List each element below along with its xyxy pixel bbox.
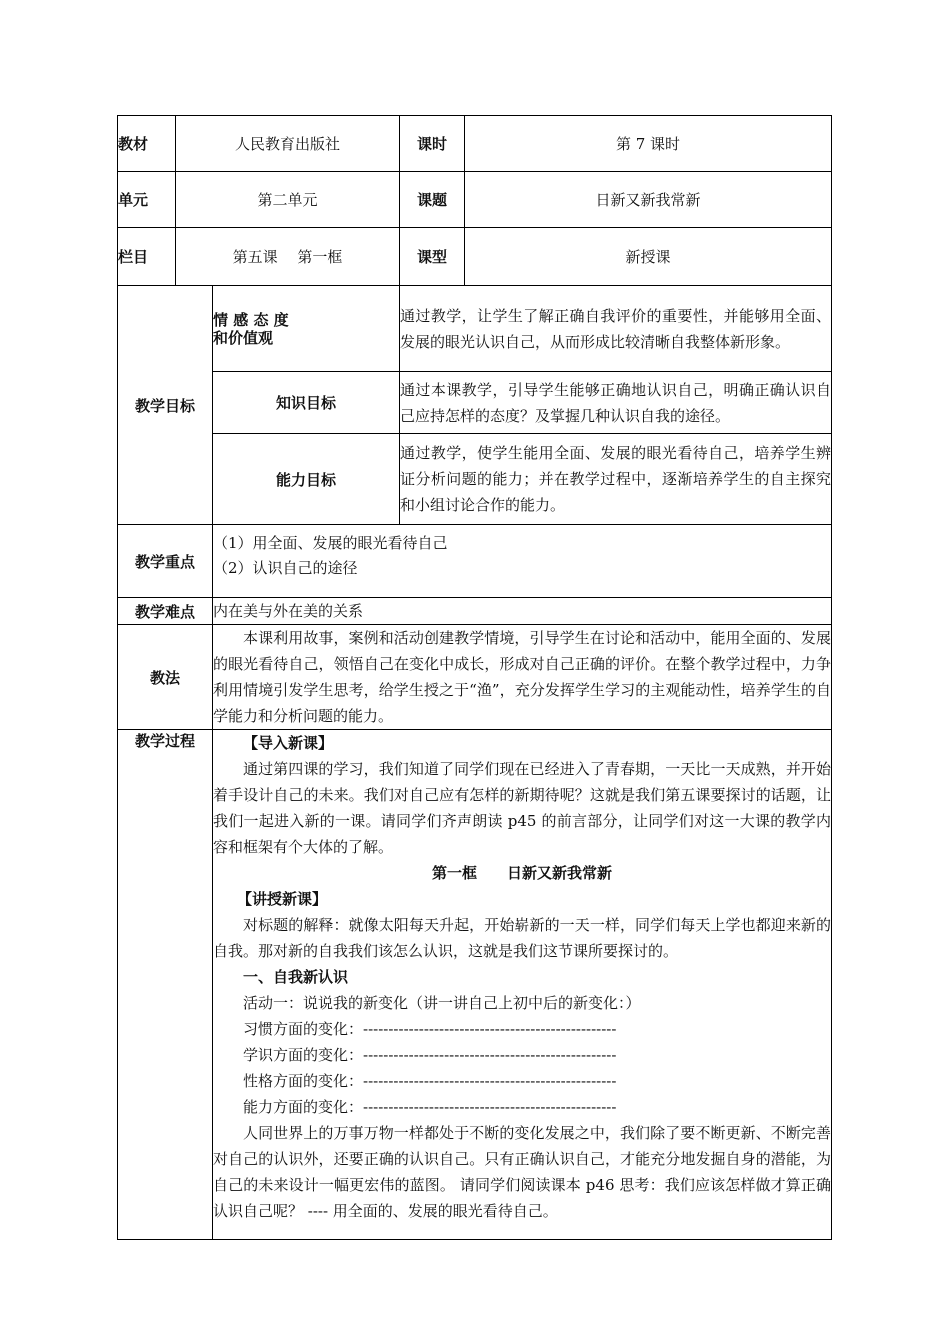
lecture-heading: 【讲授新课】 xyxy=(237,890,328,908)
value-column: 第五课 第一框 xyxy=(176,228,400,286)
answer-blank: -------------------------------------------------- xyxy=(363,1098,617,1116)
objective-label-ability: 能力目标 xyxy=(213,434,400,525)
objective-row-2 xyxy=(118,372,832,434)
answer-blank: -------------------------------------------------- xyxy=(363,1020,617,1038)
label-difficulty: 教学难点 xyxy=(118,598,213,625)
objective-text-knowledge: 通过本课教学，引导学生能够正确地认识自己，明确正确认识自己应持怎样的态度？及掌握几种认识自我的途径。 xyxy=(400,372,832,434)
label-type: 课型 xyxy=(400,228,465,286)
label-textbook: 教材 xyxy=(118,116,176,172)
label-method: 教法 xyxy=(118,625,213,730)
objective-label-knowledge: 知识目标 xyxy=(213,372,400,434)
intro-heading: 【导入新课】 xyxy=(243,734,334,752)
change-personality: 性格方面的变化：-------------------------------------------------- xyxy=(243,1072,617,1090)
label-process: 教学过程 xyxy=(118,730,213,1240)
objective-text-attitude: 通过教学，让学生了解正确自我评价的重要性，并能够用全面、发展的眼光认识自己，从而形成比较清晰自我整体新形象。 xyxy=(400,286,832,372)
method-row xyxy=(118,625,832,730)
value-unit: 第二单元 xyxy=(176,172,400,228)
lecture-text: 对标题的解释：就像太阳每天升起，开始崭新的一天一样，同学们每天上学也都迎来新的自我。那对新的自我我们该怎么认识，这就是我们这节课所要探讨的。 xyxy=(213,916,832,960)
label-column: 栏目 xyxy=(118,228,176,286)
change-habit: 习惯方面的变化：-------------------------------------------------- xyxy=(243,1020,617,1038)
value-topic: 日新又新我常新 xyxy=(465,172,832,228)
answer-blank: -------------------------------------------------- xyxy=(363,1072,617,1090)
process-content xyxy=(213,730,832,1240)
objective-label-attitude: 情 感 态 度和价值观 xyxy=(213,286,400,372)
label-topic: 课题 xyxy=(400,172,465,228)
part-one-heading: 一、自我新认识 xyxy=(243,968,349,986)
objective-row-1 xyxy=(118,286,832,372)
intro-text: 通过第四课的学习，我们知道了同学们现在已经进入了青春期，一天比一天成熟，并开始着手设计自己的未来。我们对自己应有怎样的新期待呢？这就是我们第五课要探讨的话题，让我们一起进入新的一课。请同学们齐声朗读 p45 的前言部分，让同学们对这一大课的教学内容和框架有个大体的了解。 xyxy=(213,760,832,856)
change-knowledge: 学识方面的变化：-------------------------------------------------- xyxy=(243,1046,617,1064)
key-point-2: （2）认识自己的途径 xyxy=(213,559,358,577)
key-points-text xyxy=(213,525,832,598)
lesson-plan-table xyxy=(117,115,832,1240)
label-period: 课时 xyxy=(400,116,465,172)
value-period: 第 7 课时 xyxy=(465,116,832,172)
activity-one: 活动一：说说我的新变化（讲一讲自己上初中后的新变化：） xyxy=(243,994,641,1012)
header-row-1 xyxy=(118,116,832,172)
method-text: 本课利用故事，案例和活动创建教学情境，引导学生在讨论和活动中，能用全面的、发展的眼光看待自己，领悟自己在变化中成长，形成对自己正确的评价。在整个教学过程中，力争利用情境引发学生思考，给学生授之于“渔”，充分发挥学生学习的主观能动性，培养学生的自学能力和分析问题的能力。 xyxy=(213,625,832,730)
objective-row-3 xyxy=(118,434,832,525)
process-row xyxy=(118,730,832,1240)
value-textbook: 人民教育出版社 xyxy=(176,116,400,172)
label-objectives: 教学目标 xyxy=(118,286,213,525)
label-key-points: 教学重点 xyxy=(118,525,213,598)
change-ability: 能力方面的变化：-------------------------------------------------- xyxy=(243,1098,617,1116)
key-point-1: （1）用全面、发展的眼光看待自己 xyxy=(213,534,448,552)
section-title: 第一框 日新又新我常新 xyxy=(432,864,613,882)
value-type: 新授课 xyxy=(465,228,832,286)
key-points-row xyxy=(118,525,832,598)
difficulty-row xyxy=(118,598,832,625)
objective-text-ability: 通过教学，使学生能用全面、发展的眼光看待自己，培养学生辨证分析问题的能力；并在教学过程中，逐渐培养学生的自主探究和小组讨论合作的能力。 xyxy=(400,434,832,525)
closing-text: 人同世界上的万事万物一样都处于不断的变化发展之中，我们除了要不断更新、不断完善对自己的认识外，还要正确的认识自己。只有正确认识自己，才能充分地发掘自身的潜能，为自己的未来设计一幅更宏伟的蓝图。 请同学们阅读课本 p46 思考：我们应该怎样做才算正确认识自己呢？ ---- 用全面的、发展的眼光看待自己。 xyxy=(213,1124,832,1220)
difficulty-text: 内在美与外在美的关系 xyxy=(213,598,832,625)
header-row-3 xyxy=(118,228,832,286)
label-unit: 单元 xyxy=(118,172,176,228)
answer-blank: -------------------------------------------------- xyxy=(363,1046,617,1064)
header-row-2 xyxy=(118,172,832,228)
